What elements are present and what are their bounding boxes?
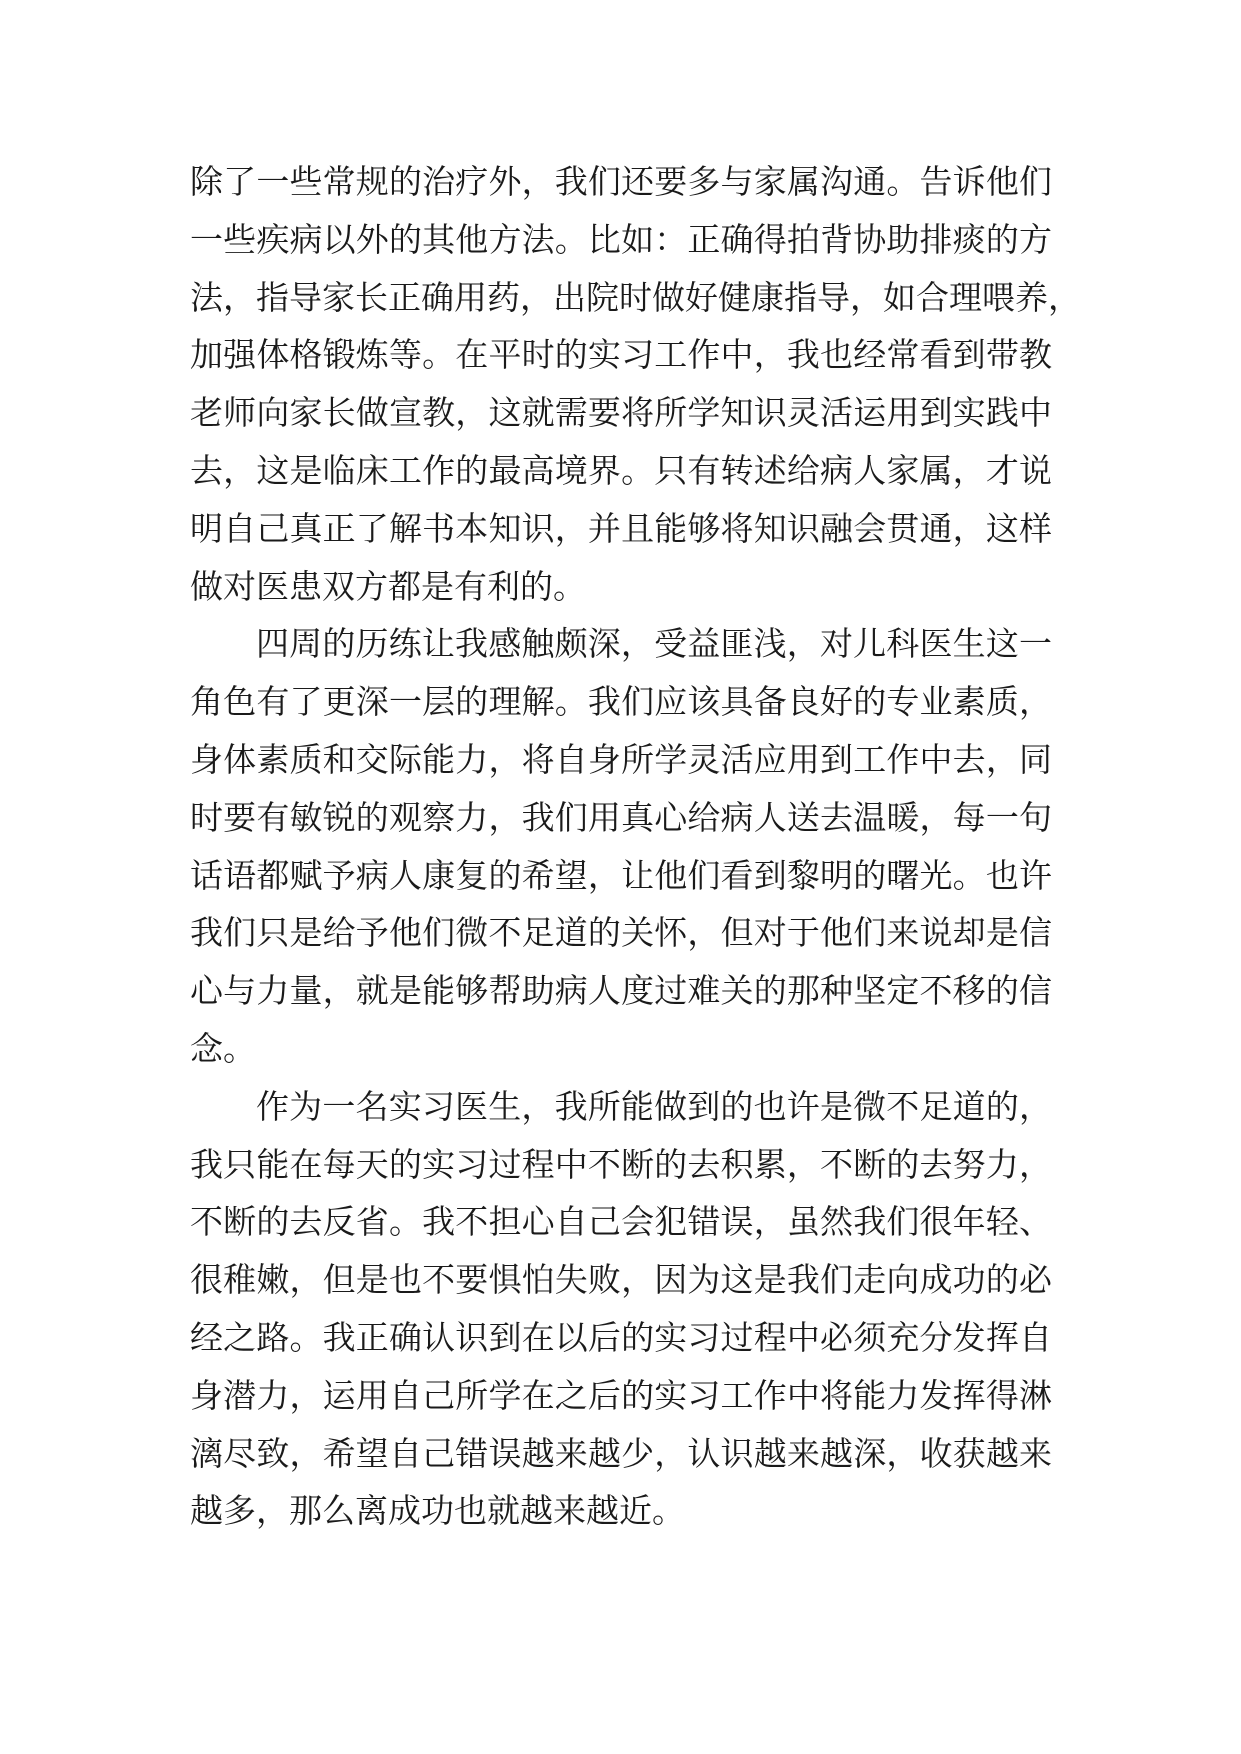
paragraph-line: 很稚嫩，但是也不要惧怕失败，因为这是我们走向成功的必	[190, 1260, 1052, 1300]
paragraph-line: 老师向家长做宣教，这就需要将所学知识灵活运用到实践中	[190, 393, 1052, 433]
paragraph-line: 一些疾病以外的其他方法。比如：正确得拍背协助排痰的方	[190, 219, 1052, 259]
paragraph-line: 心与力量，就是能够帮助病人度过难关的那种坚定不移的信	[190, 971, 1052, 1011]
paragraph-line: 身体素质和交际能力，将自身所学灵活应用到工作中去，同	[190, 739, 1052, 779]
paragraph-line: 时要有敏锐的观察力，我们用真心给病人送去温暖，每一句	[190, 797, 1052, 837]
paragraph-3	[190, 1078, 1052, 1540]
paragraph-1	[190, 153, 1081, 615]
paragraph-line: 不断的去反省。我不担心自己会犯错误，虽然我们很年轻、	[190, 1202, 1052, 1242]
paragraph-line: 四周的历练让我感触颇深，受益匪浅，对儿科医生这一	[256, 624, 1052, 664]
paragraph-line: 除了一些常规的治疗外，我们还要多与家属沟通。告诉他们	[190, 162, 1052, 201]
paragraph-line: 我只能在每天的实习过程中不断的去积累，不断的去努力，	[190, 1144, 1052, 1184]
paragraph-line: 角色有了更深一层的理解。我们应该具备良好的专业素质，	[190, 682, 1052, 722]
paragraph-line: 我们只是给予他们微不足道的关怀，但对于他们来说却是信	[190, 913, 1052, 953]
paragraph-line: 法，指导家长正确用药，出院时做好健康指导，如合理喂养，	[190, 277, 1081, 317]
paragraph-line: 念。	[190, 1028, 256, 1068]
paragraph-line: 越多，那么离成功也就越来越近。	[190, 1491, 685, 1531]
paragraph-line: 去，这是临床工作的最高境界。只有转述给病人家属，才说	[190, 450, 1052, 490]
paragraph-line: 漓尽致，希望自己错误越来越少，认识越来越深，收获越来	[190, 1433, 1052, 1473]
paragraph-line: 经之路。我正确认识到在以后的实习过程中必须充分发挥自	[190, 1317, 1052, 1357]
paragraph-2	[190, 615, 1052, 1077]
paragraph-line: 明自己真正了解书本知识，并且能够将知识融会贯通，这样	[190, 508, 1052, 548]
paragraph-line: 话语都赋予病人康复的希望，让他们看到黎明的曙光。也许	[190, 855, 1052, 895]
body-text	[190, 153, 1081, 1540]
paragraph-line: 加强体格锻炼等。在平时的实习工作中，我也经常看到带教	[190, 335, 1052, 375]
paragraph-line: 作为一名实习医生，我所能做到的也许是微不足道的，	[256, 1086, 1052, 1126]
paragraph-line: 做对医患双方都是有利的。	[190, 566, 586, 606]
paragraph-line: 身潜力，运用自己所学在之后的实习工作中将能力发挥得淋	[190, 1375, 1052, 1415]
